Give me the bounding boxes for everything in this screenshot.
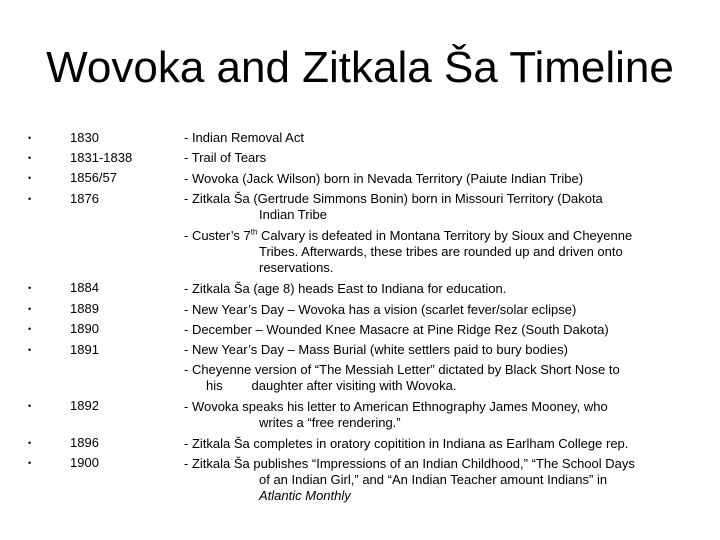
year-label: 1884: [70, 280, 99, 295]
year-label: 1892: [70, 398, 99, 413]
bullet-icon: •: [28, 153, 32, 163]
bullet-icon: •: [28, 438, 32, 448]
event-text-continued: Tribes. Afterwards, these tribes are rounded up and driven onto: [259, 244, 623, 259]
event-entry: [184, 362, 694, 394]
bullet-icon: •: [28, 458, 32, 468]
bullet-icon: •: [28, 133, 32, 143]
event-text-continued: his daughter after visiting with Wovoka.: [206, 378, 457, 393]
event-text: - Zitkala Ša publishes “Impressions of an Indian Childhood,” “The School Days: [184, 456, 635, 471]
event-entry: [184, 399, 694, 431]
year-label: 1830: [70, 130, 99, 145]
year-label: 1889: [70, 301, 99, 316]
event-text: - December – Wounded Knee Masacre at Pine Ridge Rez (South Dakota): [184, 322, 609, 337]
event-text: - New Year’s Day – Wovoka has a vision (scarlet fever/solar eclipse): [184, 302, 577, 317]
event-text: - Zitkala Ša (age 8) heads East to Indiana for education.: [184, 281, 507, 296]
slide-title: Wovoka and Zitkala Ša Timeline: [46, 43, 674, 92]
bullet-icon: •: [28, 283, 32, 293]
bullet-icon: •: [28, 401, 32, 411]
event-text: - New Year’s Day – Mass Burial (white settlers paid to bury bodies): [184, 342, 568, 357]
bullet-icon: •: [28, 304, 32, 314]
bullet-icon: •: [28, 324, 32, 334]
event-text: - Cheyenne version of “The Messiah Letter” dictated by Black Short Nose to: [184, 362, 620, 377]
year-label: 1856/57: [70, 170, 117, 185]
year-label: 1900: [70, 455, 99, 470]
event-text: - Trail of Tears: [184, 150, 267, 165]
year-label: 1896: [70, 435, 99, 450]
event-text-continued: writes a “free rendering.”: [259, 415, 401, 430]
event-text: - Zitkala Ša (Gertrude Simmons Bonin) born in Missouri Territory (Dakota: [184, 191, 603, 206]
event-text-continued: Atlantic Monthly: [259, 488, 351, 503]
event-text-continued: reservations.: [259, 260, 334, 275]
year-label: 1891: [70, 342, 99, 357]
event-entry: [184, 456, 694, 504]
event-text: - Wovoka (Jack Wilson) born in Nevada Territory (Paiute Indian Tribe): [184, 171, 584, 186]
bullet-icon: •: [28, 173, 32, 183]
year-label: 1890: [70, 321, 99, 336]
event-text: - Wovoka speaks his letter to American Ethnography James Mooney, who: [184, 399, 608, 414]
bullet-icon: •: [28, 194, 32, 204]
event-entry: [184, 191, 694, 223]
event-text-continued: of an Indian Girl,” and “An Indian Teacher amount Indians” in: [259, 472, 608, 487]
event-text: - Indian Removal Act: [184, 130, 304, 145]
year-label: 1876: [70, 191, 99, 206]
event-text: - Zitkala Ša completes in oratory copitition in Indiana as Earlham College rep.: [184, 436, 629, 451]
bullet-icon: •: [28, 345, 32, 355]
event-entry: [184, 228, 694, 276]
event-text: - Custer’s 7th Calvary is defeated in Montana Territory by Sioux and Cheyenne: [184, 227, 633, 243]
year-label: 1831-1838: [70, 150, 133, 165]
event-text-continued: Indian Tribe: [259, 207, 327, 222]
